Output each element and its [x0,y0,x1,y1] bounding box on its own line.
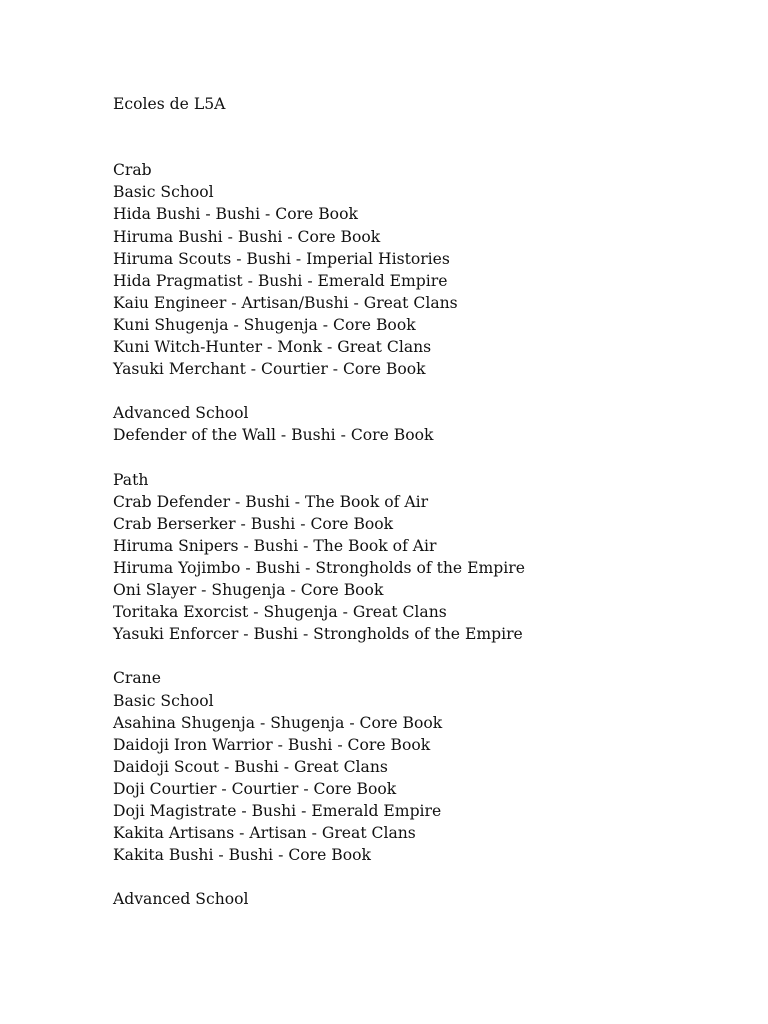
school-entry: Hiruma Snipers - Bushi - The Book of Air [113,536,437,555]
school-entry: Toritaka Exorcist - Shugenja - Great Clans [113,603,447,622]
school-entry: Crab Berserker - Bushi - Core Book [113,514,394,533]
section-heading: Advanced School [113,890,249,909]
document-title: Ecoles de L5A [113,95,226,113]
spacer [113,380,733,402]
school-entry: Daidoji Iron Warrior - Bushi - Core Book [113,735,431,754]
school-entry: Hiruma Yojimbo - Bushi - Strongholds of the Empire [113,558,525,577]
school-entry: Kaiu Engineer - Artisan/Bushi - Great Clans [113,293,458,312]
school-entry: Kakita Artisans - Artisan - Great Clans [113,824,416,843]
section-heading: Basic School [113,691,214,710]
spacer [113,447,733,469]
school-entry: Doji Magistrate - Bushi - Emerald Empire [113,802,442,820]
section-heading: Path [113,470,149,489]
school-entry: Hida Bushi - Bushi - Core Book [113,205,358,224]
section-heading: Basic School [113,183,214,202]
school-entry: Kakita Bushi - Bushi - Core Book [113,846,371,865]
spacer [113,866,733,888]
school-entry: Kuni Shugenja - Shugenja - Core Book [113,315,416,334]
school-entry: Hida Pragmatist - Bushi - Emerald Empire [113,271,448,290]
spacer [113,115,733,159]
school-entry: Doji Courtier - Courtier - Core Book [113,779,397,798]
school-entry: Crab Defender - Bushi - The Book of Air [113,492,429,511]
clan-heading: Crab [113,161,152,180]
spacer [113,645,733,667]
school-entry: Hiruma Scouts - Bushi - Imperial Histories [113,249,450,268]
school-entry: Defender of the Wall - Bushi - Core Book [113,426,434,445]
school-entry: Yasuki Merchant - Courtier - Core Book [113,360,426,379]
clan-heading: Crane [113,669,161,688]
section-heading: Advanced School [113,404,249,423]
school-entry: Hiruma Bushi - Bushi - Core Book [113,227,381,246]
document-page [113,93,733,910]
school-entry: Kuni Witch-Hunter - Monk - Great Clans [113,338,432,357]
school-entry: Daidoji Scout - Bushi - Great Clans [113,757,388,776]
school-entry: Oni Slayer - Shugenja - Core Book [113,581,384,600]
school-entry: Asahina Shugenja - Shugenja - Core Book [113,713,443,732]
school-entry: Yasuki Enforcer - Bushi - Strongholds of the Empire [113,625,523,644]
